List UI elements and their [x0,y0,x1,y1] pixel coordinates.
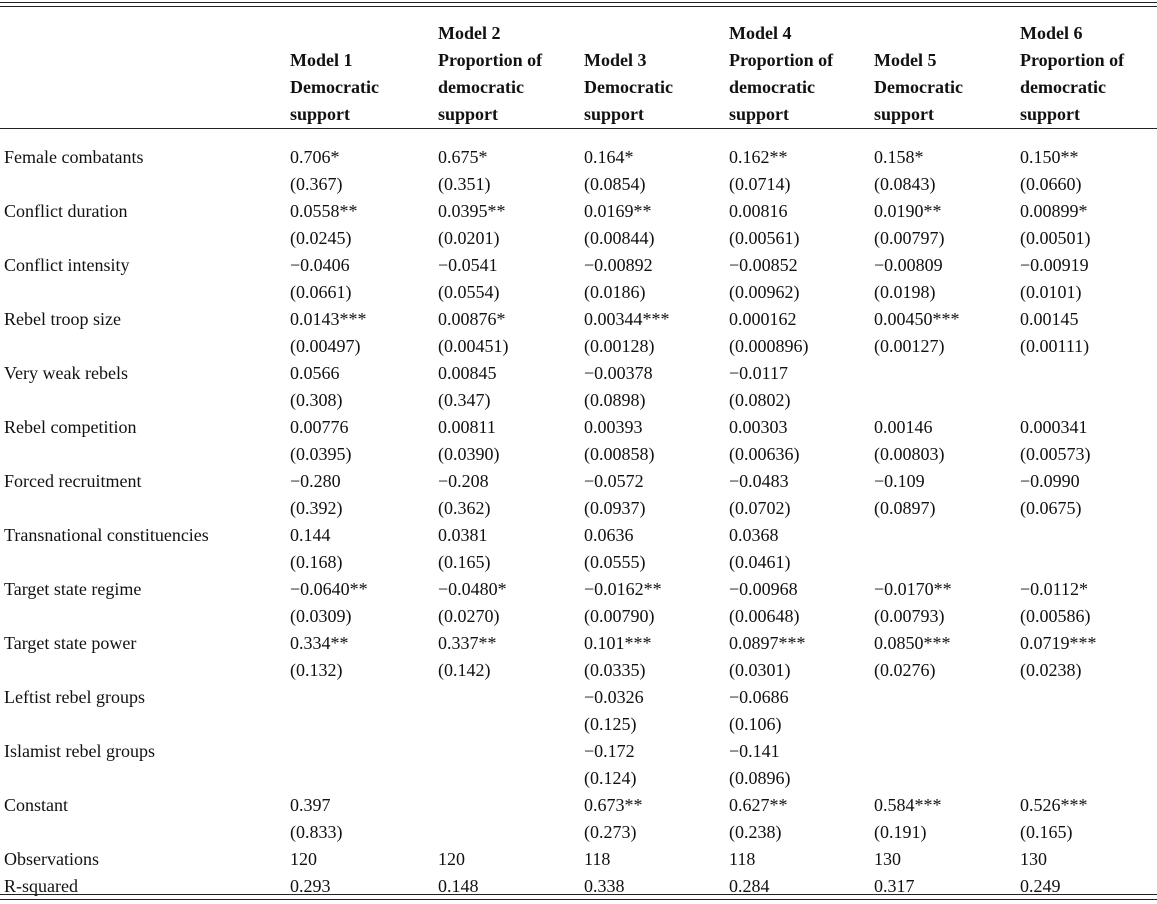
se-cell: (0.0301) [729,660,791,680]
coef-cell: 0.0636 [584,525,634,545]
coef-row [0,135,1157,171]
coef-cell: 0.0169** [584,201,652,221]
coef-cell: −0.0686 [729,687,789,707]
coef-cell: 0.0558** [290,201,358,221]
coef-cell: −0.141 [729,741,780,761]
se-row [0,495,1157,522]
se-cell: (0.0660) [1020,174,1082,194]
coef-row [0,738,1157,765]
header-model-1 [290,7,438,135]
coef-cell: 0.0566 [290,363,340,383]
coef-cell: 0.00845 [438,363,497,383]
se-cell: (0.0843) [874,174,936,194]
header-line: support [290,104,351,124]
coef-row [0,792,1157,819]
coef-cell: −0.00919 [1020,255,1089,275]
coef-cell: 0.00344*** [584,309,670,329]
se-cell: (0.0714) [729,174,791,194]
header-line: Proportion of [729,50,834,70]
stat-cell: 130 [874,849,901,869]
coef-cell: 0.0381 [438,525,488,545]
row-label: Forced recruitment [4,471,142,491]
se-cell: (0.362) [438,498,491,518]
coef-cell: 0.0190** [874,201,942,221]
row-label: Transnational constituencies [4,525,209,545]
coef-cell: −0.208 [438,471,489,491]
se-row [0,765,1157,792]
se-cell: (0.0238) [1020,660,1082,680]
row-label: Target state power [4,633,137,653]
coef-cell: 0.164* [584,147,634,167]
coef-row [0,414,1157,441]
se-cell: (0.106) [729,714,782,734]
se-cell: (0.351) [438,174,491,194]
se-cell: (0.0395) [290,444,352,464]
coef-cell: 0.00899* [1020,201,1088,221]
header-line: support [438,104,499,124]
coef-cell: 0.00146 [874,417,933,437]
se-cell: (0.191) [874,822,927,842]
coef-cell: 0.526*** [1020,795,1088,815]
se-cell [874,387,1020,414]
coef-cell [874,684,1020,711]
coef-cell: −0.280 [290,471,341,491]
se-cell: (0.165) [1020,822,1073,842]
row-label: Conflict intensity [4,255,130,275]
header-line: support [729,104,790,124]
se-cell: (0.0245) [290,228,352,248]
coef-row [0,576,1157,603]
bottom-double-rule-lower [0,899,1157,900]
se-cell: (0.392) [290,498,343,518]
se-cell: (0.0896) [729,768,791,788]
se-cell [438,711,584,738]
se-cell: (0.00858) [584,444,655,464]
top-double-rule-upper [0,2,1157,3]
header-line: Model 3 [584,50,647,70]
coef-cell: −0.0162** [584,579,662,599]
coef-cell: −0.172 [584,741,635,761]
se-cell: (0.00111) [1020,336,1090,356]
header-line: Democratic [584,77,673,97]
coef-cell: 0.101*** [584,633,652,653]
coef-row [0,360,1157,387]
se-row [0,225,1157,252]
stat-cell: 0.249 [1020,876,1061,896]
stat-cell: 118 [584,849,611,869]
coef-cell: 0.334** [290,633,349,653]
se-cell [438,819,584,846]
se-row [0,603,1157,630]
coef-cell: 0.627** [729,795,788,815]
se-cell: (0.0198) [874,282,936,302]
se-cell: (0.00636) [729,444,800,464]
coef-row [0,684,1157,711]
coef-cell: −0.0406 [290,255,350,275]
header-line: Model 2 [438,23,501,43]
header-model-4 [729,7,874,135]
coef-row [0,198,1157,225]
coef-cell: 0.0897*** [729,633,806,653]
header-line: Proportion of [1020,50,1125,70]
coef-cell: 0.150** [1020,147,1079,167]
stat-cell: 120 [290,849,317,869]
se-cell [290,765,438,792]
coef-cell [290,684,438,711]
stat-row [0,846,1157,873]
se-cell: (0.0802) [729,390,791,410]
se-cell: (0.00793) [874,606,945,626]
stat-cell: 0.317 [874,876,915,896]
se-row [0,387,1157,414]
se-cell [874,765,1020,792]
se-row [0,657,1157,684]
row-label: Very weak rebels [4,363,128,383]
row-label-blank [0,711,290,738]
se-cell: (0.00497) [290,336,361,356]
coef-cell: 0.337** [438,633,497,653]
se-row [0,333,1157,360]
se-cell: (0.00561) [729,228,800,248]
coef-cell: 0.00303 [729,417,788,437]
coef-cell: 0.0395** [438,201,506,221]
se-cell: (0.0675) [1020,498,1082,518]
row-label-blank [0,333,290,360]
coef-cell: 0.0143*** [290,309,367,329]
row-label-blank [0,171,290,198]
coef-cell [290,738,438,765]
coef-cell: 0.00145 [1020,309,1079,329]
coef-cell: 0.162** [729,147,788,167]
row-label-blank [0,603,290,630]
se-cell [438,765,584,792]
se-cell: (0.142) [438,660,491,680]
row-label-blank [0,657,290,684]
coef-cell: 0.706* [290,147,340,167]
coef-cell: −0.0541 [438,255,498,275]
se-cell: (0.0661) [290,282,352,302]
coef-cell [1020,684,1157,711]
se-cell: (0.168) [290,552,343,572]
coef-cell [1020,360,1157,387]
coef-cell: −0.0483 [729,471,789,491]
coef-cell: 0.0719*** [1020,633,1097,653]
se-cell [874,549,1020,576]
coef-cell: 0.397 [290,795,331,815]
coef-cell: −0.0326 [584,687,644,707]
coef-row [0,252,1157,279]
se-cell: (0.0897) [874,498,936,518]
coef-cell [1020,738,1157,765]
se-cell: (0.00451) [438,336,509,356]
row-label: Islamist rebel groups [4,741,155,761]
coef-cell: −0.0572 [584,471,644,491]
header-line: Model 1 [290,50,353,70]
se-cell: (0.132) [290,660,343,680]
se-cell: (0.00128) [584,336,655,356]
se-cell: (0.124) [584,768,637,788]
stat-label: R-squared [4,876,78,896]
row-label-blank [0,549,290,576]
se-cell: (0.0186) [584,282,646,302]
se-row [0,279,1157,306]
se-cell: (0.125) [584,714,637,734]
se-cell: (0.00962) [729,282,800,302]
coef-cell: −0.109 [874,471,925,491]
se-cell: (0.00790) [584,606,655,626]
se-cell: (0.0702) [729,498,791,518]
stat-cell: 0.284 [729,876,770,896]
se-cell: (0.00586) [1020,606,1091,626]
se-cell [290,711,438,738]
se-cell [1020,711,1157,738]
table-body [0,135,1157,900]
coef-cell: 0.0850*** [874,633,951,653]
se-cell: (0.0461) [729,552,791,572]
coef-cell: 0.00816 [729,201,788,221]
se-cell: (0.00797) [874,228,945,248]
header-line: Proportion of [438,50,543,70]
row-label: Leftist rebel groups [4,687,145,707]
coef-cell [874,738,1020,765]
se-cell: (0.0555) [584,552,646,572]
coef-cell: 0.673** [584,795,643,815]
se-cell: (0.0101) [1020,282,1082,302]
se-cell: (0.0554) [438,282,500,302]
se-cell: (0.0201) [438,228,500,248]
se-cell: (0.00573) [1020,444,1091,464]
coef-cell: 0.00776 [290,417,349,437]
header-line: democratic [438,77,524,97]
header-row [0,7,1157,135]
row-label-blank [0,441,290,468]
se-cell: (0.0854) [584,174,646,194]
se-row [0,549,1157,576]
header-line: support [874,104,935,124]
row-label-blank [0,279,290,306]
se-cell: (0.165) [438,552,491,572]
coef-cell: 0.00811 [438,417,496,437]
header-stub [0,7,290,135]
se-cell [1020,387,1157,414]
header-line: Democratic [290,77,379,97]
header-line: support [1020,104,1081,124]
se-cell: (0.00803) [874,444,945,464]
coef-cell: 0.144 [290,525,331,545]
coef-row [0,306,1157,333]
bottom-double-rule-upper [0,894,1157,895]
stat-cell: 118 [729,849,756,869]
coef-cell [438,738,584,765]
coef-cell [874,360,1020,387]
se-cell: (0.0898) [584,390,646,410]
se-cell: (0.367) [290,174,343,194]
se-row [0,171,1157,198]
coef-cell [438,684,584,711]
coef-cell: −0.0112* [1020,579,1088,599]
stat-cell: 0.148 [438,876,479,896]
row-label: Female combatants [4,147,144,167]
coef-cell: 0.000162 [729,309,797,329]
coef-cell: 0.00450*** [874,309,960,329]
coef-cell [874,522,1020,549]
row-label-blank [0,495,290,522]
stat-cell: 130 [1020,849,1047,869]
se-cell: (0.0937) [584,498,646,518]
coef-cell: 0.584*** [874,795,942,815]
stat-cell: 0.293 [290,876,331,896]
coef-cell [1020,522,1157,549]
se-cell: (0.347) [438,390,491,410]
row-label: Rebel troop size [4,309,121,329]
coef-cell: −0.00968 [729,579,798,599]
regression-table [0,7,1157,900]
coef-cell: −0.00378 [584,363,653,383]
row-label: Conflict duration [4,201,128,221]
coef-cell: 0.675* [438,147,488,167]
se-cell: (0.308) [290,390,343,410]
coef-row [0,630,1157,657]
row-label: Constant [4,795,69,815]
header-model-3 [584,7,729,135]
se-cell [1020,549,1157,576]
se-cell: (0.00127) [874,336,945,356]
header-model-2 [438,7,584,135]
header-model-6 [1020,7,1157,135]
se-cell: (0.0309) [290,606,352,626]
coef-cell: 0.158* [874,147,924,167]
coef-cell: −0.0480* [438,579,507,599]
se-cell: (0.00844) [584,228,655,248]
coef-cell: −0.0990 [1020,471,1080,491]
se-cell: (0.833) [290,822,343,842]
coef-cell [438,792,584,819]
stat-label: Observations [4,849,99,869]
se-cell: (0.0335) [584,660,646,680]
header-line: Model 4 [729,23,792,43]
header-line: Democratic [874,77,963,97]
se-row [0,819,1157,846]
coef-cell: −0.0640** [290,579,368,599]
header-model-5 [874,7,1020,135]
se-cell: (0.0270) [438,606,500,626]
row-label: Rebel competition [4,417,137,437]
coef-cell: 0.00393 [584,417,643,437]
coef-cell: −0.00892 [584,255,653,275]
header-line: Model 5 [874,50,937,70]
stat-row [0,873,1157,900]
se-cell: (0.0276) [874,660,936,680]
header-line: democratic [1020,77,1106,97]
se-cell: (0.273) [584,822,637,842]
se-cell: (0.00648) [729,606,800,626]
coef-cell: 0.0368 [729,525,779,545]
row-label-blank [0,819,290,846]
coef-row [0,522,1157,549]
coef-cell: −0.00809 [874,255,943,275]
coef-cell: −0.0170** [874,579,952,599]
coef-cell: 0.00876* [438,309,506,329]
coef-cell: −0.00852 [729,255,798,275]
stat-cell: 0.338 [584,876,625,896]
se-cell [874,711,1020,738]
coef-cell: 0.000341 [1020,417,1088,437]
row-label-blank [0,225,290,252]
se-row [0,711,1157,738]
se-cell: (0.0390) [438,444,500,464]
coef-cell: −0.0117 [729,363,788,383]
header-line: Model 6 [1020,23,1083,43]
se-cell: (0.000896) [729,336,809,356]
header-line: support [584,104,645,124]
se-cell: (0.238) [729,822,782,842]
se-row [0,441,1157,468]
header-line: democratic [729,77,815,97]
stat-cell: 120 [438,849,465,869]
se-cell [1020,765,1157,792]
coef-row [0,468,1157,495]
row-label-blank [0,765,290,792]
se-cell: (0.00501) [1020,228,1091,248]
row-label: Target state regime [4,579,142,599]
row-label-blank [0,387,290,414]
